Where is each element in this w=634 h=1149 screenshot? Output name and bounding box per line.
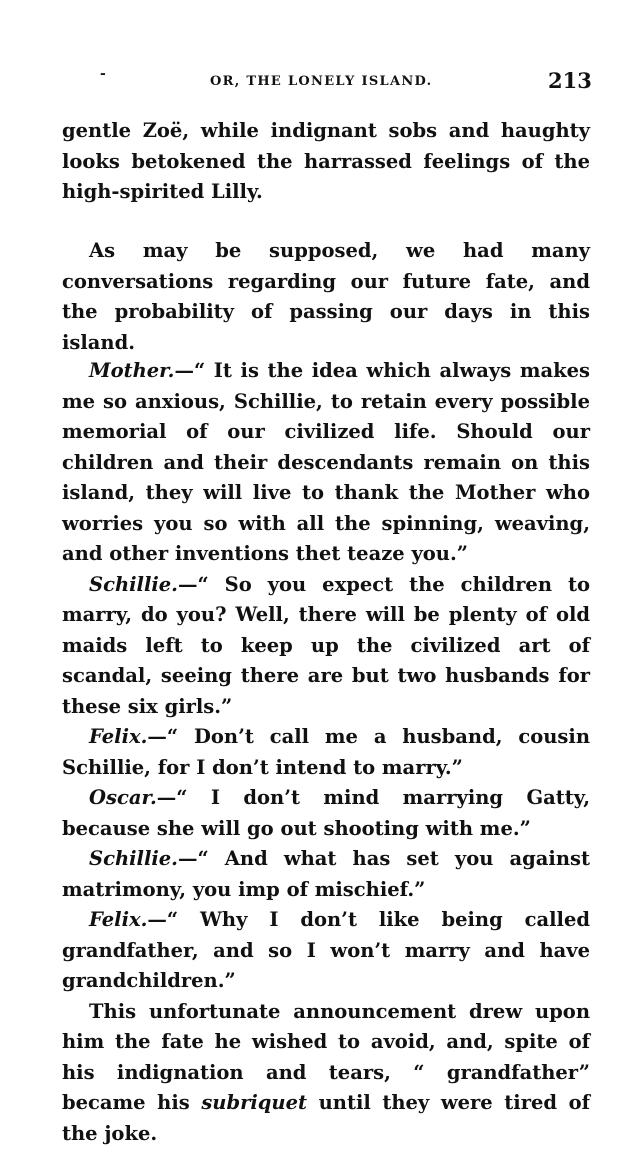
dialogue-line xyxy=(62,356,590,570)
speaker-name: Schillie. xyxy=(89,847,178,870)
closing-paragraph xyxy=(62,997,590,1149)
speaker-dash: — xyxy=(147,908,167,931)
closing-italic-word: subriquet xyxy=(201,1091,307,1114)
dialogue-text: “ Why I don’t like being called grandfather, and so I won’t marry and have grandchildren.” xyxy=(62,908,590,992)
speaker-name: Felix. xyxy=(89,908,147,931)
dialogue-line xyxy=(62,844,590,905)
speaker-dash: — xyxy=(147,725,167,748)
dialogue-text: “ I don’t mind marrying Gatty, because she will go out shooting with me.” xyxy=(62,786,590,840)
dialogue-text: “ Don’t call me a husband, cousin Schillie, for I don’t intend to marry.” xyxy=(62,725,590,779)
speaker-name: Mother. xyxy=(89,359,174,382)
speaker-dash: — xyxy=(174,359,194,382)
speaker-name: Oscar. xyxy=(89,786,157,809)
closing-text-before: This unfortunate announcement drew upon him the fate he wished to avoid, and, spite of his indignation and tears, “ grandfather” became his xyxy=(62,1000,590,1115)
dialogue-line xyxy=(62,905,590,997)
header-mark: - xyxy=(100,66,106,82)
closing-text-after: until they were tired of the joke. xyxy=(62,1091,590,1145)
paragraph-1: gentle Zoë, while indignant sobs and haughty looks betokened the harrassed feelings of the high-spirited Lilly. xyxy=(62,116,590,208)
speaker-name: Schillie. xyxy=(89,573,178,596)
speaker-name: Felix. xyxy=(89,725,147,748)
paragraph-2: As may be supposed, we had many conversations regarding our future fate, and the probability of passing our days in this island. xyxy=(62,236,590,358)
speaker-dash: — xyxy=(178,573,198,596)
dialogue-section xyxy=(62,356,590,1149)
dialogue-text: “ It is the idea which always makes me so anxious, Schillie, to retain every possible memorial of our civilized life. Should our children and their descendants remain on this island, they will live to thank the Mother who worries you so with all the spinning, weaving, and other inventions thet teaze you.” xyxy=(62,359,590,565)
speaker-dash: — xyxy=(157,786,177,809)
speaker-dash: — xyxy=(178,847,198,870)
dialogue-line xyxy=(62,570,590,723)
dialogue-line xyxy=(62,722,590,783)
dialogue-text: “ And what has set you against matrimony, you imp of mischief.” xyxy=(62,847,590,901)
dialogue-line xyxy=(62,783,590,844)
running-title: OR, THE LONELY ISLAND. xyxy=(210,74,432,89)
dialogue-text: “ So you expect the children to marry, do you? Well, there will be plenty of old maids left to keep up the civilized art of scandal, seeing there are but two husbands for these six girls.” xyxy=(62,573,590,718)
page-header xyxy=(0,66,634,96)
page-number: 213 xyxy=(548,68,592,93)
